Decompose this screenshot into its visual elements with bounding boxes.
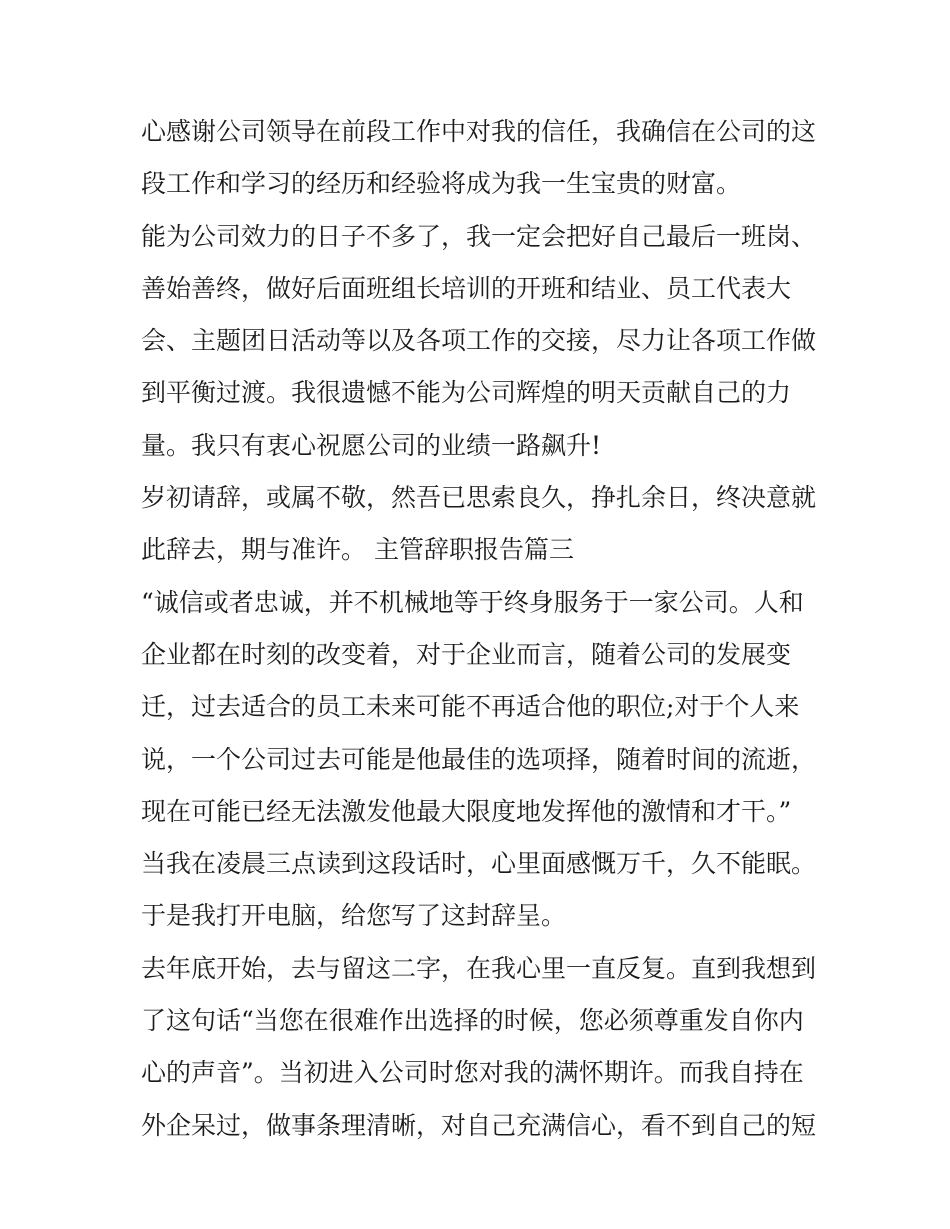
text-line: 段工作和学习的经历和经验将成为我一生宝贵的财富。: [141, 169, 742, 199]
text-line: 岁初请辞，或属不敬，然吾已思索良久，挣扎余日，终决意就: [141, 483, 817, 513]
text-line: 心的声音”。当初进入公司时您对我的满怀期许。而我自持在: [141, 1058, 804, 1088]
text-line: 了这句话“当您在很难作出选择的时候，您必须尊重发自你内: [141, 1006, 804, 1036]
text-line: 能为公司效力的日子不多了，我一定会把好自己最后一班岗、: [141, 221, 817, 251]
text-line: 到平衡过渡。我很遗憾不能为公司辉煌的明天贡献自己的力: [141, 378, 792, 408]
text-line: 善始善终，做好后面班组长培训的开班和结业、员工代表大: [141, 273, 792, 303]
text-line: 此辞去，期与准许。 主管辞职报告篇三: [141, 535, 574, 565]
document-body: [141, 106, 821, 1152]
text-line: 当我在凌晨三点读到这段话时，心里面感慨万千，久不能眠。: [141, 849, 817, 879]
text-line: 说，一个公司过去可能是他最佳的选项择，随着时间的流逝，: [141, 744, 817, 774]
text-line: 去年底开始，去与留这二字，在我心里一直反复。直到我想到: [141, 953, 817, 983]
text-line: “诚信或者忠诚，并不机械地等于终身服务于一家公司。人和: [141, 587, 804, 617]
text-line: 会、主题团日活动等以及各项工作的交接，尽力让各项工作做: [141, 326, 817, 356]
text-line: 外企呆过，做事条理清晰，对自己充满信心，看不到自己的短: [141, 1110, 817, 1140]
text-line: 现在可能已经无法激发他最大限度地发挥他的激情和才干。”: [141, 796, 792, 826]
text-line: 企业都在时刻的改变着，对于企业而言，随着公司的发展变: [141, 639, 792, 669]
text-line: 于是我打开电脑，给您写了这封辞呈。: [141, 901, 567, 931]
text-line: 心感谢公司领导在前段工作中对我的信任，我确信在公司的这: [141, 117, 817, 146]
text-line: 迁，过去适合的员工未来可能不再适合他的职位;对于个人来: [141, 692, 800, 722]
text-line: 量。我只有衷心祝愿公司的业绩一路飙升!: [141, 430, 602, 460]
